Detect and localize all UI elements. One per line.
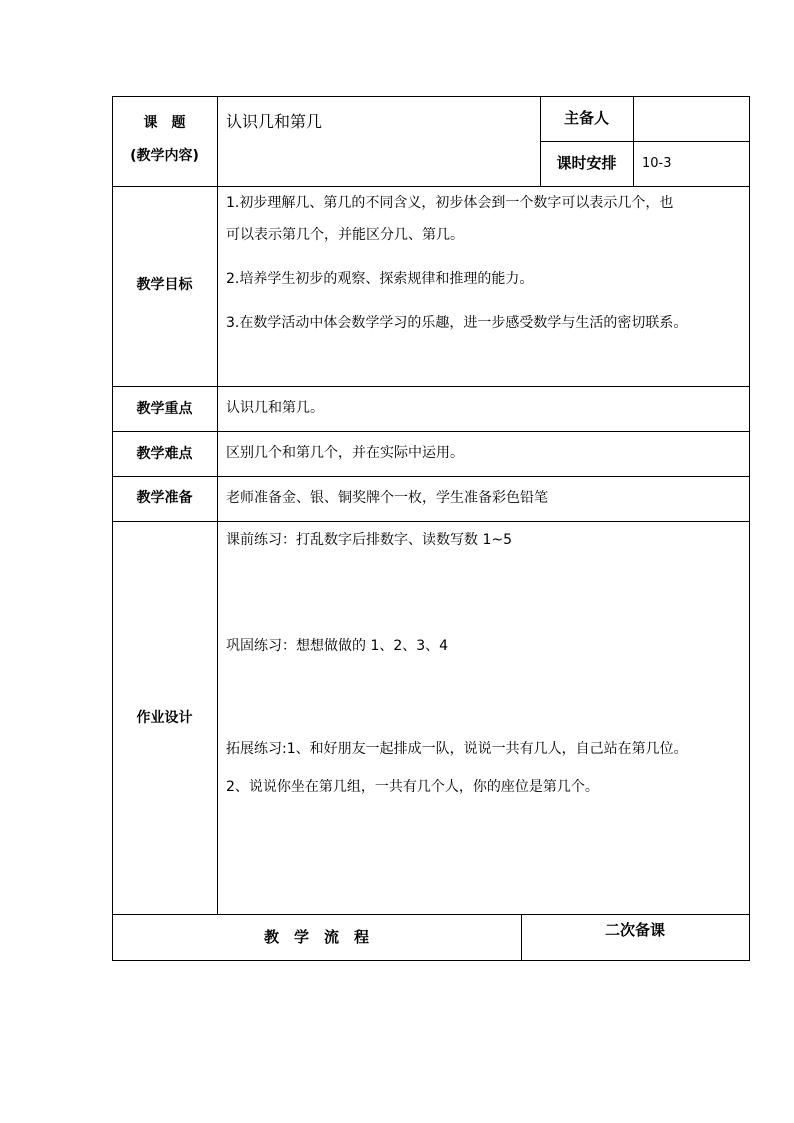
homework-line-3: 拓展练习:1、和好朋友一起排成一队，说说一共有几人，自己站在第几位。 xyxy=(226,741,688,757)
homework-line-1: 课前练习：打乱数字后排数字、读数写数 1~5 xyxy=(226,532,512,548)
border xyxy=(540,141,750,142)
border xyxy=(112,476,750,477)
second-prep-label: 二次备课 xyxy=(604,921,665,939)
difficulty-value: 区别几个和第几个，并在实际中运用。 xyxy=(226,445,464,461)
homework-line-2: 巩固练习：想想做做的 1、2、3、4 xyxy=(226,638,449,654)
schedule-label: 课时安排 xyxy=(556,154,617,172)
border xyxy=(217,96,218,914)
border xyxy=(112,96,750,97)
topic-label-sub: (教学内容) xyxy=(130,148,199,164)
goals-line-3: 2.培养学生初步的观察、探索规律和推理的能力。 xyxy=(226,271,534,287)
homework-line-4: 2、说说你坐在第几组，一共有几个人，你的座位是第几个。 xyxy=(226,779,599,795)
goals-line-1: 1.初步理解几、第几的不同含义，初步体会到一个数字可以表示几个，也 xyxy=(226,195,674,211)
border xyxy=(749,96,750,961)
process-label: 教 学 流 程 xyxy=(263,928,369,946)
border xyxy=(633,96,634,186)
preparation-label: 教学准备 xyxy=(136,490,193,506)
preparer-label: 主备人 xyxy=(563,109,609,127)
topic-label: 课 题 xyxy=(143,115,186,131)
homework-label: 作业设计 xyxy=(136,710,193,726)
key-point-label: 教学重点 xyxy=(136,401,193,417)
goals-line-4: 3.在数学活动中体会数学学习的乐趣，进一步感受数学与生活的密切联系。 xyxy=(226,315,688,331)
border xyxy=(112,960,750,961)
preparation-value: 老师准备金、银、铜奖牌个一枚，学生准备彩色铅笔 xyxy=(226,490,548,506)
border xyxy=(112,521,750,522)
border xyxy=(112,386,750,387)
border xyxy=(112,186,750,187)
topic-value: 认识几和第几 xyxy=(226,112,323,131)
border xyxy=(112,914,750,915)
schedule-value: 10-3 xyxy=(642,156,672,171)
goals-label: 教学目标 xyxy=(136,277,193,293)
difficulty-label: 教学难点 xyxy=(136,446,193,462)
border xyxy=(112,96,113,961)
border xyxy=(112,431,750,432)
goals-line-2: 可以表示第几个，并能区分几、第几。 xyxy=(226,227,464,243)
border xyxy=(540,96,541,186)
key-point-value: 认识几和第几。 xyxy=(226,400,324,416)
